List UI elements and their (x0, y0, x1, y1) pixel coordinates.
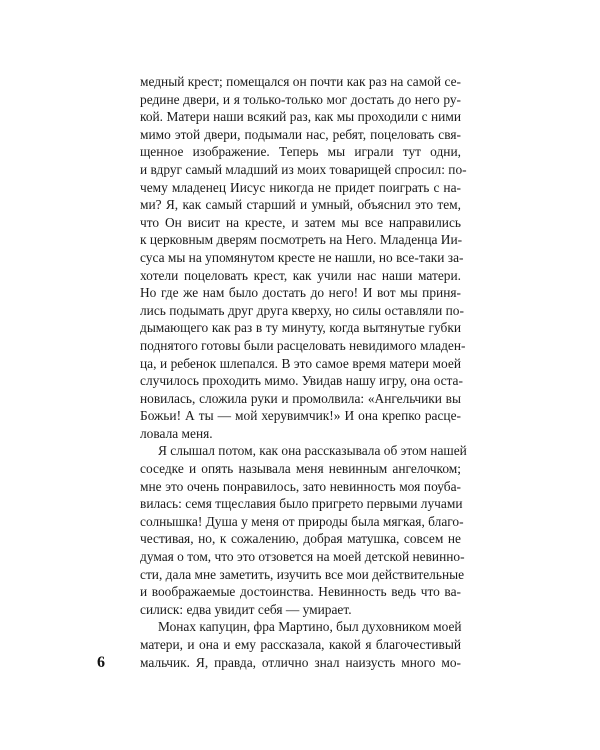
text-line: щенное изображение. Теперь мы играли тут одни, (140, 144, 461, 160)
text-line: случилось проходить мимо. Увидав нашу игру, она оста- (140, 373, 463, 389)
text-line: к церковным дверям посмотреть на Него. Младенца Ии- (140, 232, 463, 248)
text-line: чему младенец Иисус никогда не придет поиграть с на- (140, 179, 461, 195)
text-line: хотели поцеловать крест, как учили нас наши матери. (140, 267, 461, 283)
text-line: кой. Матери наши всякий раз, как мы проходили с ними (140, 109, 461, 125)
text-line: и воображаемые достоинства. Невинность ведь что ва- (140, 584, 461, 600)
paragraph-start-line: Я слышал потом, как она рассказывала об этом нашей (158, 443, 467, 459)
text-line: вилась: семя тщеславия было пригрето первыми лучами (140, 496, 463, 512)
text-line: дымающего как раз в ту минуту, когда вытянутые губки (140, 320, 461, 336)
text-line: соседке и опять называла меня невинным ангелочком; (140, 461, 461, 477)
text-line: мальчик. Я, правда, отлично знал наизусть много мо- (140, 654, 461, 670)
text-line: честивая, но, к сожалению, добрая матушка, совсем не (140, 531, 461, 547)
body-text (140, 73, 467, 671)
text-line: сти, дала мне заметить, изучить все мои действительные (140, 566, 465, 582)
text-line: силиск: едва увидит себя — умирает. (140, 601, 352, 617)
text-line: ми? Я, как самый старший и умный, объяснил это тем, (140, 197, 461, 213)
text-line: мне это очень понравилось, зато невинность моя поуба- (140, 478, 461, 494)
text-line: ловала меня. (140, 425, 213, 441)
text-line: Божьи! А ты — мой херувимчик!» И она крепко расце- (140, 408, 461, 424)
paragraph-start-line: Монах капуцин, фра Мартино, был духовником моей (158, 619, 462, 635)
page-number: 6 (97, 654, 105, 671)
text-line: редине двери, и я только-только мог достать до него ру- (140, 91, 461, 107)
text-line: поднятого готовы были расцеловать невидимого младен- (140, 337, 466, 353)
text-line: Но где же нам было достать до него! И вот мы приня- (140, 285, 461, 301)
text-line: мимо этой двери, подымали нас, ребят, поцеловать свя- (140, 126, 461, 142)
text-line: солнышка! Душа у меня от природы была мягкая, благо- (140, 513, 464, 529)
text-line: матери, и она и ему рассказала, какой я благочестивый (140, 637, 461, 652)
text-line: медный крест; помещался он почти как раз на самой се- (140, 74, 461, 89)
text-line: лись подымать друг друга кверху, но силы оставляли по- (140, 302, 464, 318)
text-line: суса мы на упомянутом кресте не нашли, но все-таки за- (140, 249, 464, 265)
text-line: новилась, сложила руки и промолвила: «Ангельчики вы (140, 390, 461, 406)
text-line: что Он висит на кресте, и затем мы все направились (140, 214, 461, 230)
text-line: думая о том, что это отзовется на моей детской невинно- (140, 549, 465, 565)
text-line: и вдруг самый младший из моих товарищей спросил: по- (140, 161, 467, 177)
text-line: ца, и ребенок шлепался. В это самое время матери моей (140, 355, 461, 371)
